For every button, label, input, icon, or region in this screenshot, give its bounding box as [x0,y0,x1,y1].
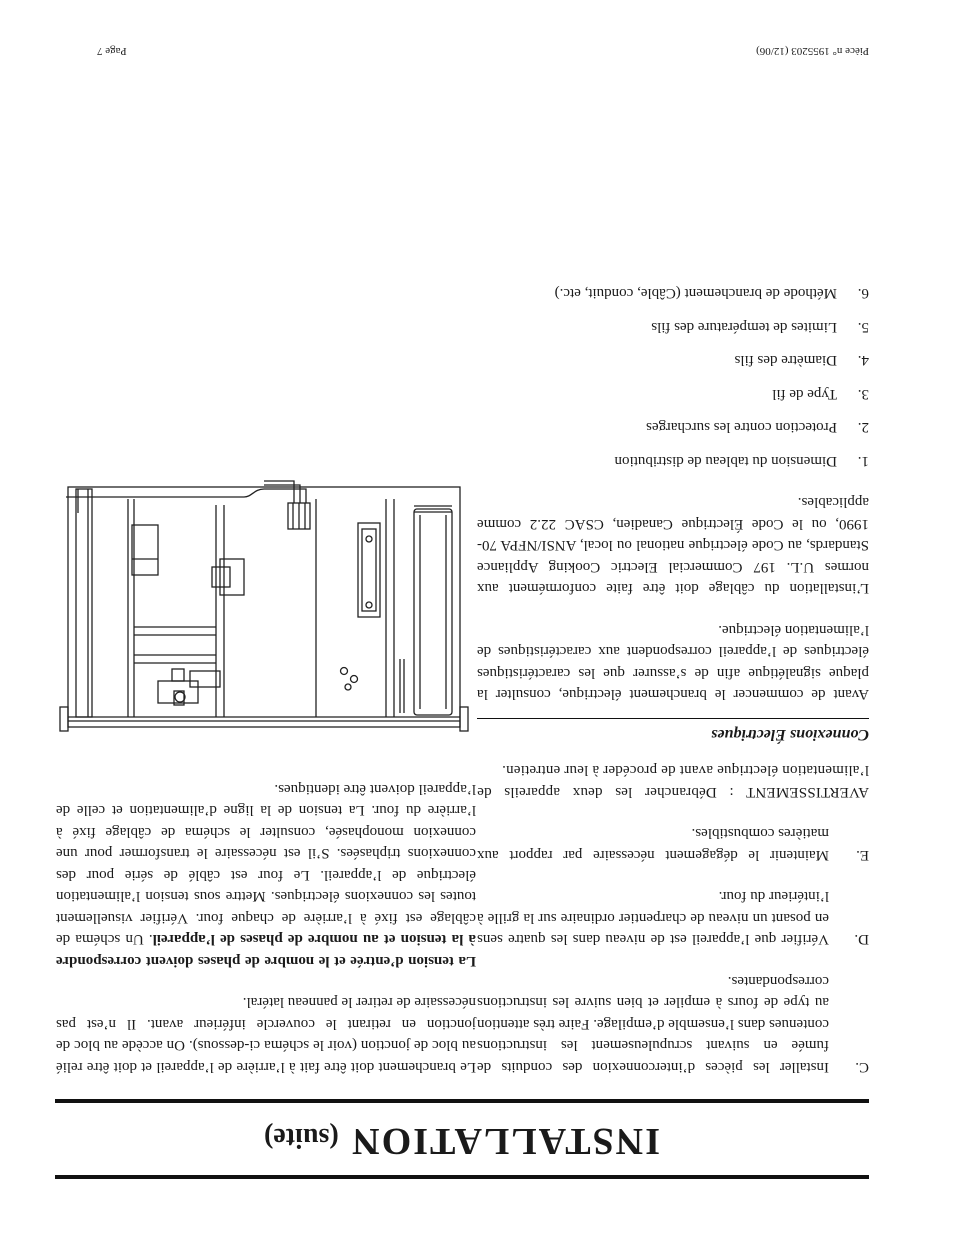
header-rule-bottom [55,1099,869,1103]
list-number: 4. [857,352,869,369]
list-item [477,282,869,304]
instruction-text: Vérifier que l’appareil est de niveau dans les quatre sens en posant un niveau de charpentier ordinaire sur la grille à l’intérieur du four. [477,888,829,948]
list-item [477,450,869,472]
footer-part-number: Pièce n° 1955203 (12/06) [756,45,869,57]
instruction-e [477,822,869,865]
list-text: Dimension du tableau de distribution [614,453,837,469]
instruction-text: Installer les pièces d’interconnexion des conduits de fumée en suivant scrupuleusement les instructions contenues dans l’ensemble d’empilage. Faire très attention au type de fours à empiler et bien suivre les instructions correspondantes. [477,973,829,1075]
component-dot [341,668,348,675]
paragraph-voltage [56,778,476,972]
list-item [477,383,869,405]
voltage-warning-bold: La tension d’entrée et le nombre de phases doivent correspondre à la tension et au nombre de phases de l’appareil [56,931,476,969]
list-text: Limites de température des fils [651,319,837,335]
page-title [55,1119,869,1163]
list-number: 5. [857,319,869,335]
instruction-label: C. [855,1059,869,1075]
component-dot [351,676,358,683]
oven-rear-wiring-diagram [54,415,474,735]
instruction-text: Maintenir le dégagement nécessaire par rapport aux matières combustibles. [477,825,829,863]
list-item [477,316,869,338]
list-item [477,349,869,371]
paragraph-standards: L’installation du câblage doit être faite conformément aux normes U.L. 197 Commercial Electric Cooking Appliance Standards, au Code électrique national ou local, ANSI/NFPA 70-1990, ou le Code Électrique Canadien, CSAC 22.2 comme applicables. [477,494,869,597]
footer-page-number: Page 7 [97,45,127,57]
title-suffix: (suite) [264,1122,339,1153]
requirements-list [477,282,869,471]
header-rule-top [55,1175,869,1179]
instruction-d [477,885,869,950]
left-foot [460,707,468,731]
voltage-paragraph-rest: . Un schéma de câblage est fixé à l’arrière de chaque four. Vérifier visuellement toutes les connexions électriques. Mettre sous tension l’alimentation électrique de l’appareil. Le four est câblé de série pour des connexions triphasées. S’il est nécessaire le transformer pour une connexion monophasée, consulter le schéma de câblage fixé à l’arrière du four. La tension de la ligne d’alimentation et celle de l’appareil doivent être identiques. [56,781,476,948]
left-column [477,270,869,1077]
title-main: INSTALLATION [350,1120,660,1162]
oven-frame [68,487,460,727]
right-column [56,758,476,1078]
list-number: 2. [857,419,869,436]
section-heading-electrical: Connexions Électriques [477,719,869,746]
list-number: 1. [857,453,869,469]
list-text: Protection contre les surcharges [646,419,837,436]
list-text: Méthode de branchement (Câble, conduit, etc.) [554,285,837,302]
paragraph-nameplate: Avant de commencer le branchement électrique, consulter la plaque signalétique afin de s’assurer que les caractéristiques électriques de l’appareil correspondent aux caractéristiques de l’alimentation électrique. [477,622,869,703]
list-number: 6. [857,285,869,302]
component-dot [345,684,351,690]
terminal-strip [358,523,380,617]
list-item [477,416,869,438]
motor-housing [132,525,158,575]
instruction-c [477,970,869,1078]
paragraph-connection: Le branchement doit être fait à l’arrière de l’appareil et doit être relié au bloc de jonction (voir le schéma ci-dessous). On accède au bloc de jonction en retirant le couvercle inférieur avant. Il n’est pas nécessaire de retirer le panneau latéral. [56,994,476,1075]
list-number: 3. [857,386,869,402]
list-text: Diamètre des fils [734,352,837,369]
instruction-label: E. [856,847,869,863]
warning-text: AVERTISSEMENT : Débrancher les deux appareils de l’alimentation électrique avant de procéder à leur entretien. [477,762,869,800]
right-foot [60,707,68,731]
list-text: Type de fil [772,386,837,402]
instruction-label: D. [854,931,869,948]
